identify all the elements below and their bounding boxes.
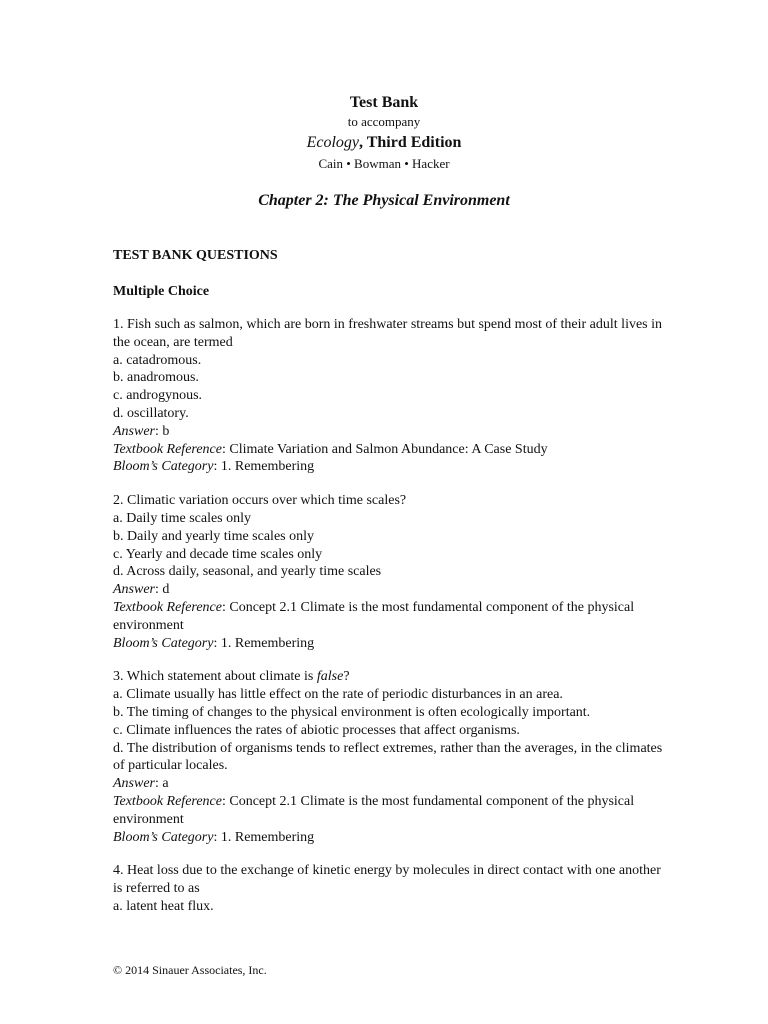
- question-stem: 4. Heat loss due to the exchange of kinetic energy by molecules in direct contact with one another is referred to as: [113, 863, 661, 897]
- option-b: b. The timing of changes to the physical environment is often ecologically important.: [113, 704, 591, 720]
- reference-label: Textbook Reference: [113, 793, 222, 809]
- answer-line: Answer: d: [113, 582, 170, 598]
- document-header: [0, 94, 768, 211]
- answer-line: Answer: b: [113, 423, 170, 439]
- question-stem: 1. Fish such as salmon, which are born in freshwater streams but spend most of their adult lives in the ocean, are termed: [113, 317, 663, 350]
- option-b: b. Daily and yearly time scales only: [113, 528, 314, 544]
- category-line: Bloom’s Category: 1. Remembering: [113, 635, 315, 651]
- book-authors: Cain • Bowman • Hacker: [318, 156, 450, 171]
- category-label: Bloom’s Category: [113, 635, 214, 651]
- answer-line: Answer: a: [113, 776, 169, 792]
- option-a: a. Daily time scales only: [113, 510, 252, 526]
- document-body: [113, 246, 673, 916]
- option-d: d. oscillatory.: [113, 405, 189, 421]
- subsection-title: Multiple Choice: [113, 284, 210, 299]
- option-c: c. androgynous.: [113, 388, 203, 404]
- question-1: [113, 316, 673, 476]
- reference-line: Textbook Reference: Concept 2.1 Climate is the most fundamental component of the physical environment: [113, 599, 635, 633]
- section-title: TEST BANK QUESTIONS: [113, 248, 278, 263]
- document-title: Test Bank: [349, 94, 419, 111]
- question-stem-start: 3. Which statement about climate is: [113, 669, 317, 685]
- answer-label: Answer: [113, 582, 155, 598]
- category-label: Bloom’s Category: [113, 829, 214, 845]
- answer-value: b: [162, 423, 170, 439]
- question-stem: 2. Climatic variation occurs over which time scales?: [113, 493, 407, 509]
- answer-value: d: [162, 582, 170, 598]
- answer-value: a: [162, 776, 169, 792]
- answer-label: Answer: [113, 423, 155, 439]
- category-line: Bloom’s Category: 1. Remembering: [113, 829, 315, 845]
- book-title: [0, 132, 768, 154]
- question-stem: [113, 668, 673, 686]
- reference-value: Concept 2.1 Climate is the most fundamental component of the physical environment: [113, 793, 635, 827]
- category-value: 1. Remembering: [220, 829, 315, 845]
- reference-label: Textbook Reference: [113, 599, 222, 615]
- reference-value: Climate Variation and Salmon Abundance: A Case Study: [229, 441, 548, 457]
- question-2: [113, 492, 673, 652]
- question-3: [113, 668, 673, 846]
- option-a: a. catadromous.: [113, 352, 202, 368]
- option-d: d. Across daily, seasonal, and yearly time scales: [113, 564, 382, 580]
- question-stem-end: ?: [343, 669, 350, 685]
- option-a: a. latent heat flux.: [113, 898, 214, 914]
- option-a: a. Climate usually has little effect on the rate of periodic disturbances in an area.: [113, 687, 563, 703]
- reference-value: Concept 2.1 Climate is the most fundamental component of the physical environment: [113, 599, 635, 633]
- category-label: Bloom’s Category: [113, 459, 214, 475]
- reference-label: Textbook Reference: [113, 441, 222, 457]
- document-subtitle: to accompany: [347, 114, 421, 129]
- reference-line: Textbook Reference: Concept 2.1 Climate is the most fundamental component of the physical environment: [113, 793, 635, 827]
- question-stem-emphasis: false: [316, 669, 344, 685]
- book-edition: , Third Edition: [359, 134, 462, 151]
- option-c: c. Climate influences the rates of abiotic processes that affect organisms.: [113, 722, 520, 738]
- option-c: c. Yearly and decade time scales only: [113, 546, 323, 562]
- question-4: [113, 862, 673, 915]
- copyright-footer: © 2014 Sinauer Associates, Inc.: [113, 963, 267, 977]
- reference-line: Textbook Reference: Climate Variation and Salmon Abundance: A Case Study: [113, 441, 548, 457]
- category-value: 1. Remembering: [220, 635, 315, 651]
- category-line: Bloom’s Category: 1. Remembering: [113, 459, 315, 475]
- option-b: b. anadromous.: [113, 370, 199, 386]
- category-value: 1. Remembering: [220, 459, 315, 475]
- option-d: d. The distribution of organisms tends to reflect extremes, rather than the averages, in the climates of particular locales.: [113, 740, 663, 774]
- chapter-title: Chapter 2: The Physical Environment: [258, 192, 510, 209]
- book-name: Ecology: [306, 134, 359, 151]
- answer-label: Answer: [113, 776, 155, 792]
